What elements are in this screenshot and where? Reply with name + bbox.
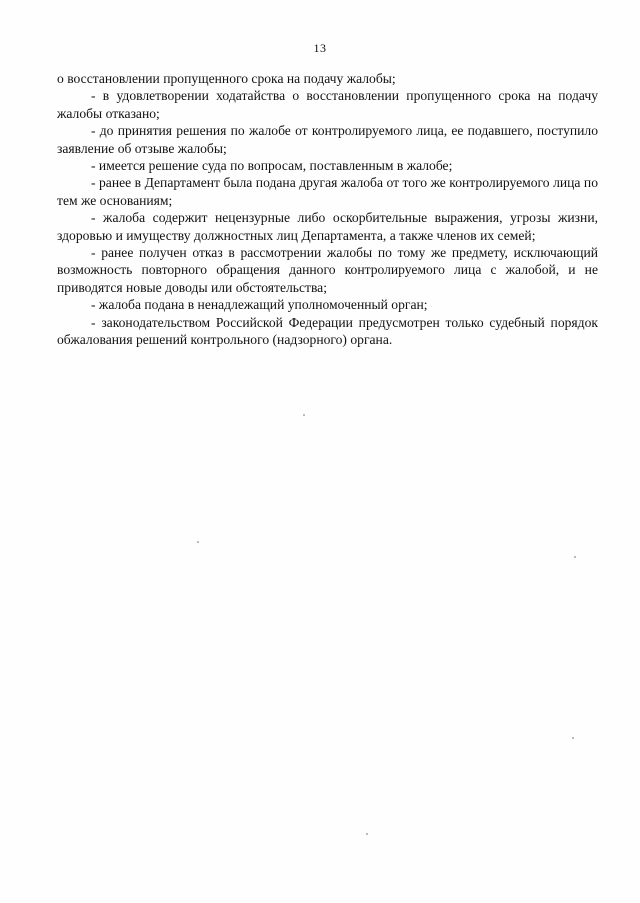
list-item: - в удовлетворении ходатайства о восстановлении пропущенного срока на подачу жалобы отказано; xyxy=(57,88,598,121)
page-number: 13 xyxy=(313,41,327,55)
list-item: - ранее в Департамент была подана другая жалоба от того же контролируемого лица по тем же основаниям; xyxy=(57,175,598,208)
list-item: - до принятия решения по жалобе от контролируемого лица, ее подавшего, поступило заявление об отзыве жалобы; xyxy=(57,123,598,156)
list-item: - законодательством Российской Федерации предусмотрен только судебный порядок обжалования решений контрольного (надзорного) органа. xyxy=(57,314,598,348)
scan-speck xyxy=(574,556,576,558)
paragraph-continuation: о восстановлении пропущенного срока на подачу жалобы; xyxy=(57,71,396,86)
scan-speck xyxy=(303,414,305,416)
scan-speck xyxy=(572,737,574,739)
document-body xyxy=(57,70,598,349)
list-item: - жалоба содержит нецензурные либо оскорбительные выражения, угрозы жизни, здоровью и имуществу должностных лиц Департамента, а также членов их семей; xyxy=(57,210,598,243)
list-item: - имеется решение суда по вопросам, поставленным в жалобе; xyxy=(91,158,453,174)
list-item: - ранее получен отказ в рассмотрении жалобы по тому же предмету, исключающий возможность повторного обращения данного контролируемого лица с жалобой, и не приводятся новые доводы или обстоятельства; xyxy=(57,245,598,295)
list-item: - жалоба подана в ненадлежащий уполномоченный орган; xyxy=(91,297,428,313)
scan-speck xyxy=(197,541,199,543)
scan-speck xyxy=(366,833,368,835)
